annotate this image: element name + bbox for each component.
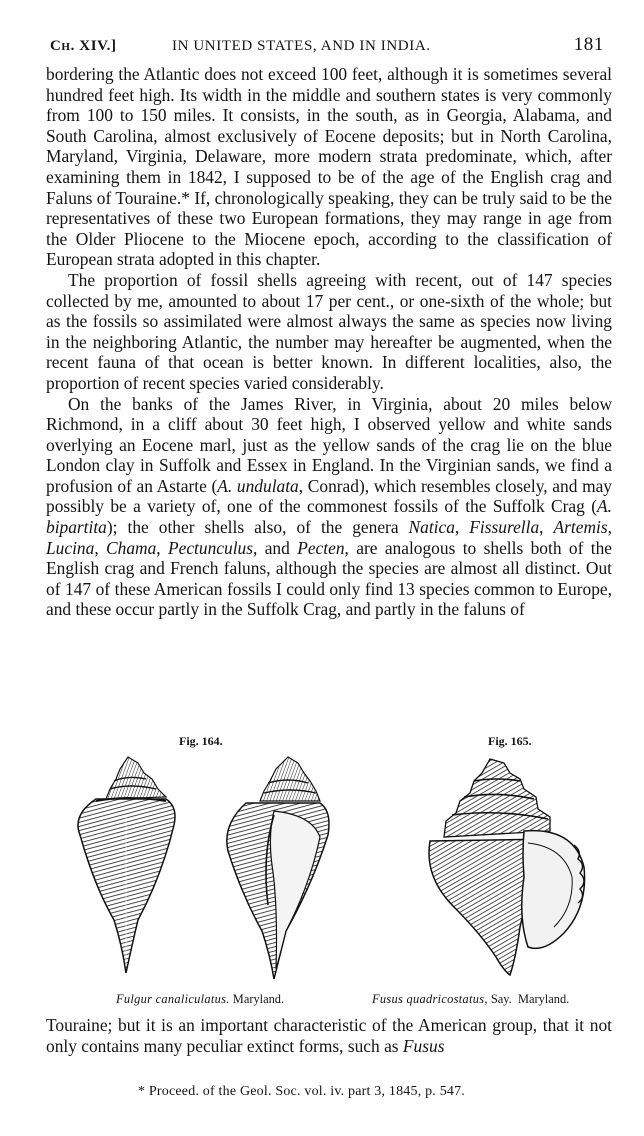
book-page [46, 0, 614, 1136]
fig-164-locality: Maryland. [232, 992, 285, 1006]
paragraph-3: On the banks of the James River, in Virginia, about 20 miles below Richmond, in a cliff about 30 feet high, I observed yellow and white sands overlying an Eocene marl, just as the yellow sands of the crag lie on the blue London clay in Suffolk and Essex in England. In the Virginian sands, we find a profusion of an Astarte (A. undulata, Conrad), which resembles closely, and may possibly be a variety of, one of the commonest fossils of the Suffolk Crag (A. bipartita); the other shells also, of the genera Natica, Fissurella, Artemis, Lucina, Chama, Pectunculus, and Pecten, are analogous to shells both of the English crag and French faluns, although the species are almost all distinct. Out of 147 of these American fossils I could only find 13 species common to Europe, and these occur partly in the Suffolk Crag, and partly in the faluns of [46, 393, 613, 620]
fig-165-caption [372, 992, 569, 1007]
paragraph-1: bordering the Atlantic does not exceed 100 feet, although it is sometimes several hundred feet high. Its width in the middle and southern states is very commonly from 100 to 150 miles. It consists, in the south, as in Georgia, Alabama, and South Carolina, almost exclusively of Eocene deposits; but in North Carolina, Maryland, Virginia, Delaware, more modern strata predominate, which, after examining them in 1842, I supposed to be of the age of the English crag and Faluns of Touraine.* If, chronologically speaking, they can be truly said to be the representatives of these two European formations, they may range in age from the Older Pliocene to the Miocene epoch, according to the classification of European strata adopted in this chapter. [46, 64, 612, 270]
running-title: IN UNITED STATES, AND IN INDIA. [172, 38, 431, 54]
fig-165-label: Fig. 165. [488, 734, 532, 748]
body-text [46, 64, 612, 620]
fusus-shell-illustration [424, 757, 594, 977]
fig-164-caption [116, 992, 284, 1007]
page-number: 181 [573, 34, 604, 55]
running-header [46, 34, 614, 58]
fig-164-species: Fulgur canaliculatus. [116, 992, 230, 1006]
fig-164-label: Fig. 164. [179, 734, 223, 748]
continued-paragraph: Touraine; but it is an important characteristic of the American group, that it not only contains many peculiar extinct forms, such as Fusus [46, 1015, 612, 1056]
fig-165-locality: Maryland. [517, 992, 570, 1006]
fulgur-shell-back-illustration [66, 755, 186, 975]
continued-text [46, 1015, 612, 1057]
figures-area [46, 733, 614, 1011]
fig-165-author: Say. [490, 992, 512, 1006]
footnote: * Proceed. of the Geol. Soc. vol. iv. part 3, 1845, p. 547. [138, 1084, 466, 1099]
fig-165-species: Fusus quadricostatus, [372, 992, 488, 1006]
chapter-reference: Ch. XIV.] [50, 38, 117, 54]
paragraph-2: The proportion of fossil shells agreeing with recent, out of 147 species collected by me, amounted to about 17 per cent., or one-sixth of the whole; but as the fossils so assimilated were almost always the same as species now living in the neighboring Atlantic, the number may hereafter be augmented, when the recent fauna of that ocean is better known. In different localities, also, the proportion of recent species varied considerably. [46, 269, 612, 393]
fulgur-shell-aperture-illustration [216, 755, 336, 981]
